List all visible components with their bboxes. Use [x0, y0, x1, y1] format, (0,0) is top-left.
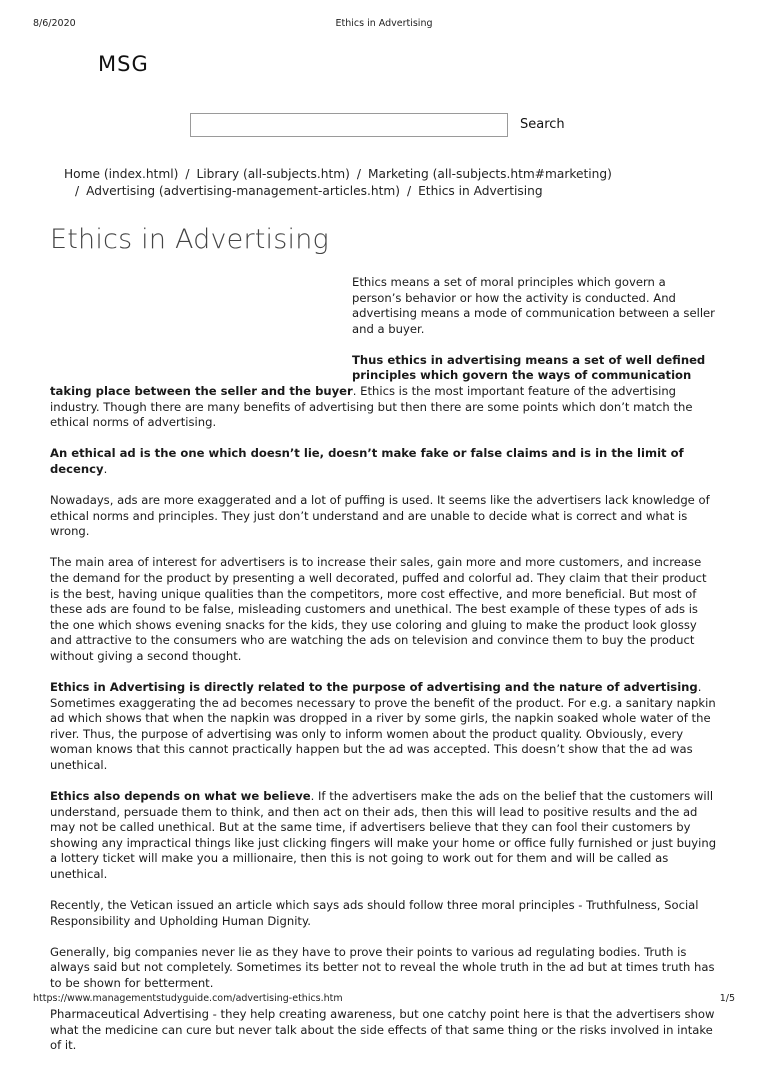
print-footer — [33, 993, 735, 1007]
article-paragraph: Nowadays, ads are more exaggerated and a lot of puffing is used. It seems like the advertisers lack knowledge of ethical norms and principles. They just don’t understand and are unable to decide what is correct and what is wrong. — [50, 493, 710, 539]
breadcrumb-separator: / — [407, 184, 412, 198]
print-date: 8/6/2020 — [33, 18, 76, 29]
page-title: Ethics in Advertising — [50, 224, 329, 255]
print-page-number: 1/5 — [719, 993, 735, 1004]
bold-text: Ethics also depends on what we believe — [50, 789, 311, 804]
print-header — [33, 18, 735, 32]
article-paragraph: The main area of interest for advertisers is to increase their sales, gain more and more customers, and increase the demand for the product by presenting a well decorated, puffed and colorful ad. They claim that their product is the best, having unique qualities than the competitors, more cost effective, and more beneficial. But most of these ads are found to be false, misleading customers and unethical. The best example of these types of ads is the one which shows evening snacks for the kids, they use coloring and gluing to make the product look glossy and attractive to the consumers who are watching the ads on television and convince them to buy the product without giving a second thought. — [50, 555, 707, 663]
image-placeholder — [50, 275, 352, 369]
breadcrumb-separator: / — [75, 184, 80, 198]
print-url: https://www.managementstudyguide.com/advertising-ethics.htm — [33, 993, 343, 1004]
breadcrumb — [64, 166, 704, 200]
article-paragraph: Ethics also depends on what we believe. If the advertisers make the ads on the belief that the customers will understand, persuade them to think, and then act on their ads, then this will lead to positive results and the ad may not be called unethical. But at the same time, if advertisers believe that they can fool their customers by showing any impractical things like just clicking fingers will make your home or office fully furnished or just buying a lottery ticket will make you a millionaire, then this is not going to work out for them and will be called as unethical. — [50, 789, 717, 881]
article-paragraph: Pharmaceutical Advertising - they help creating awareness, but one catchy point here is that the advertisers show what the medicine can cure but never talk about the side effects of that same thing or the risks involved in intake of it. — [50, 1007, 715, 1053]
bold-text: An ethical ad is the one which doesn’t lie, doesn’t make fake or false claims and is in the limit of decency — [50, 446, 684, 476]
bold-text: Ethics in Advertising is directly related to the purpose of advertising and the nature of advertising — [50, 679, 698, 694]
article-paragraph: Thus ethics in advertising means a set of well defined principles which govern the ways of communication taking place between the seller and the buyer. Ethics is the most important feature of the advertising industry. Though there are many benefits of advertising but then there are some points which don’t match the ethical norms of advertising. — [50, 352, 706, 430]
breadcrumb-line-1 — [64, 166, 704, 183]
article-paragraph: An ethical ad is the one which doesn’t lie, doesn’t make fake or false claims and is in the limit of decency. — [50, 446, 684, 476]
site-logo[interactable]: MSG — [98, 52, 149, 76]
article-body — [50, 275, 718, 1069]
breadcrumb-separator: / — [356, 167, 361, 181]
breadcrumb-line-2 — [64, 183, 704, 200]
print-doc-title: Ethics in Advertising — [335, 18, 433, 29]
bold-text: Thus ethics in advertising means a set of well defined principles which govern the ways of communication taking place between the seller and the buyer — [50, 352, 706, 399]
breadcrumb-marketing-link[interactable]: Marketing (all-subjects.htm#marketing) — [368, 167, 612, 181]
breadcrumb-home-link[interactable]: Home (index.html) — [64, 167, 179, 181]
article-paragraph: Generally, big companies never lie as they have to prove their points to various ad regulating bodies. Truth is always said but not completely. Sometimes its better not to reveal the whole truth in the ad but at times truth has to be shown for betterment. — [50, 944, 715, 990]
breadcrumb-separator: / — [185, 167, 190, 181]
breadcrumb-current-page: Ethics in Advertising — [418, 184, 543, 198]
breadcrumb-advertising-link[interactable]: Advertising (advertising-management-articles.htm) — [86, 184, 400, 198]
article-paragraph: Recently, the Vetican issued an article which says ads should follow three moral principles - Truthfulness, Social Responsibility and Upholding Human Dignity. — [50, 898, 699, 928]
breadcrumb-library-link[interactable]: Library (all-subjects.htm) — [196, 167, 350, 181]
search-input[interactable] — [190, 113, 508, 137]
article-paragraph: Ethics means a set of moral principles which govern a person’s behavior or how the activity is conducted. And advertising means a mode of communication between a seller and a buyer. — [352, 275, 715, 336]
article-paragraph: Ethics in Advertising is directly related to the purpose of advertising and the nature of advertising. Sometimes exaggerating the ad becomes necessary to prove the benefit of the product. For e.g. a sanitary napkin ad which shows that when the napkin was dropped in a river by some girls, the napkin soaked whole water of the river. Thus, the purpose of advertising was only to inform women about the product quality. Obviously, every woman knows that this cannot practically happen but the ad was accepted. This doesn’t show that the ad was unethical. — [50, 679, 716, 772]
search-button[interactable]: Search — [516, 113, 569, 137]
